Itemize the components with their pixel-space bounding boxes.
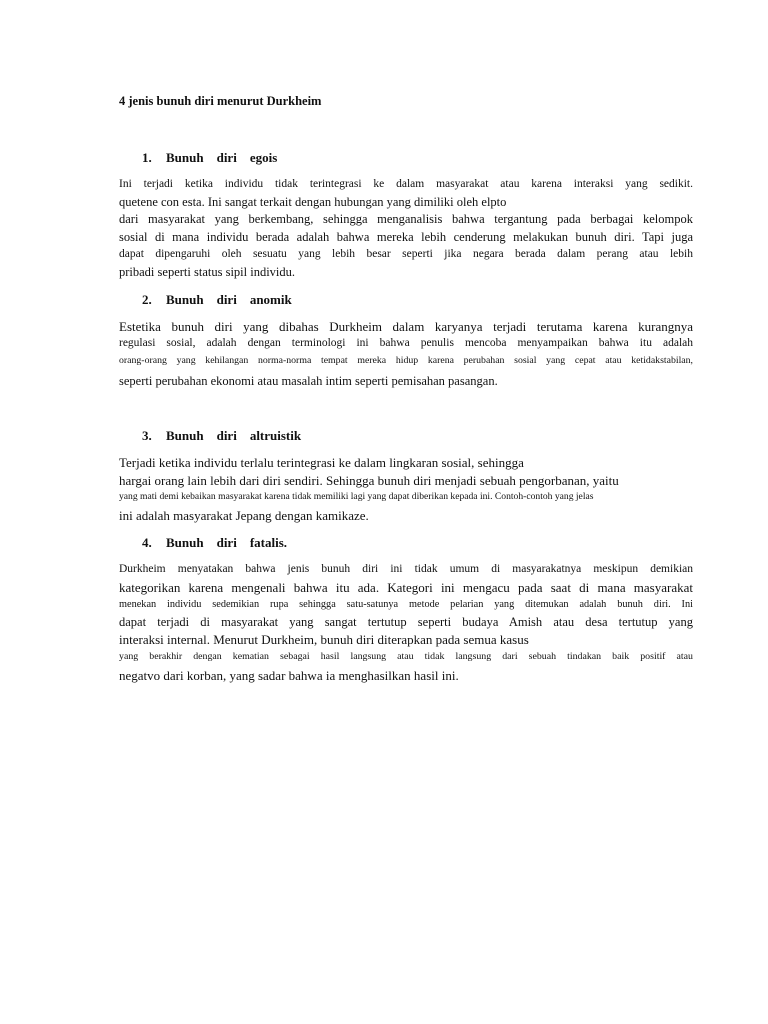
paragraph-line: negatvo dari korban, yang sadar bahwa ia menghasilkan hasil ini.	[119, 668, 459, 683]
section-heading-altruistik	[142, 428, 301, 444]
paragraph-line: hargai orang lain lebih dari diri sendiri. Sehingga bunuh diri menjadi sebuah pengorbanan, yaitu	[119, 473, 619, 488]
paragraph-line: quetene con esta. Ini sangat terkait dengan hubungan yang dimiliki oleh elpto	[119, 195, 507, 209]
section-heading-fatalis	[142, 535, 287, 551]
section-title: Bunuh diri altruistik	[166, 428, 302, 443]
paragraph-line: kategorikan karena mengenali bahwa itu ada. Kategori ini mengacu pada saat di mana masyarakat	[119, 580, 693, 595]
section-title: Bunuh diri egois	[166, 150, 278, 165]
paragraph-line: dapat dipengaruhi oleh sesuatu yang lebih besar seperti jika negara berada dalam perang atau lebih	[119, 248, 693, 260]
paragraph-line: Estetika bunuh diri yang dibahas Durkheim dalam karyanya terjadi terutama karena kurangnya	[119, 319, 693, 334]
paragraph-line: yang mati demi kebaikan masyarakat karena tidak memiliki lagi yang dapat diberikan kepada ini. Contoh-contoh yang jelas	[119, 491, 594, 502]
section-number: 3.	[142, 428, 152, 443]
section-number: 1.	[142, 150, 152, 165]
paragraph-line: regulasi sosial, adalah dengan terminologi ini bahwa penulis mencoba menyampaikan bahwa itu adalah	[119, 337, 693, 349]
paragraph-line: yang berakhir dengan kematian sebagai hasil langsung atau tidak langsung dari sebuah tindakan baik positif atau	[119, 651, 693, 662]
paragraph-line: menekan individu sedemikian rupa sehingga satu-satunya metode pelarian yang ditemukan adalah bunuh diri. Ini	[119, 599, 693, 610]
paragraph-line: Terjadi ketika individu terlalu terintegrasi ke dalam lingkaran sosial, sehingga	[119, 455, 524, 470]
section-number: 2.	[142, 292, 152, 307]
document-title: 4 jenis bunuh diri menurut Durkheim	[119, 94, 322, 108]
paragraph-line: pribadi seperti status sipil individu.	[119, 265, 296, 279]
paragraph-line: dapat terjadi di masyarakat yang sangat tertutup seperti budaya Amish atau desa tertutup yang	[119, 615, 693, 629]
paragraph-line: orang-orang yang kehilangan norma-norma tempat mereka hidup karena perubahan sosial yang cepat atau ketidakstabilan,	[119, 355, 693, 366]
section-heading-egois	[142, 150, 277, 166]
paragraph-line: interaksi internal. Menurut Durkheim, bunuh diri diterapkan pada semua kasus	[119, 632, 529, 647]
paragraph-line: sosial di mana individu berada adalah bahwa mereka lebih cenderung melakukan bunuh diri. Tapi juga	[119, 230, 693, 244]
section-number: 4.	[142, 535, 152, 550]
paragraph-line: dari masyarakat yang berkembang, sehingga menganalisis bahwa tergantung pada berbagai kelompok	[119, 212, 693, 226]
paragraph-line: Ini terjadi ketika individu tidak terintegrasi ke dalam masyarakat atau karena interaksi yang sedikit.	[119, 178, 693, 190]
section-heading-anomik	[142, 292, 292, 308]
section-title: Bunuh diri fatalis.	[166, 535, 288, 550]
section-title: Bunuh diri anomik	[166, 292, 292, 307]
paragraph-line: ini adalah masyarakat Jepang dengan kamikaze.	[119, 508, 369, 523]
paragraph-line: seperti perubahan ekonomi atau masalah intim seperti pemisahan pasangan.	[119, 374, 498, 388]
paragraph-line: Durkheim menyatakan bahwa jenis bunuh diri ini tidak umum di masyarakatnya meskipun demikian	[119, 563, 693, 575]
